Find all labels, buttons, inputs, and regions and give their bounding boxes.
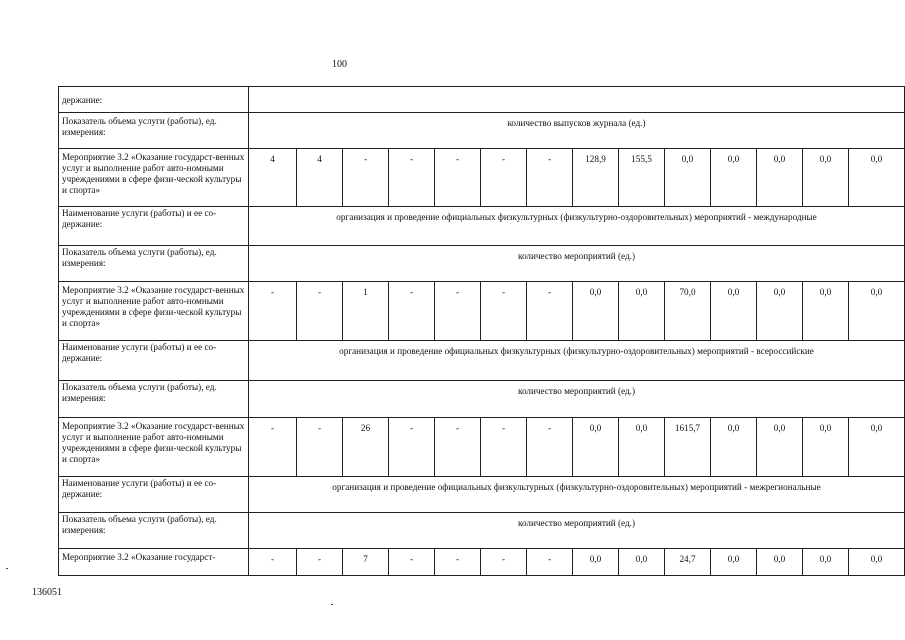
value-cell: - (527, 418, 573, 477)
value-cell: - (297, 418, 343, 477)
value-cell: 1 (343, 282, 389, 341)
value-cell: - (481, 549, 527, 576)
row-label: Мероприятие 3.2 «Оказание государст-венных услуг и выполнение работ авто-номными учреждениями в сфере физи-ческой культуры и спорта» (59, 149, 249, 207)
value-cell: 0,0 (757, 418, 803, 477)
row-label: Показатель объема услуги (работы), ед. измерения: (59, 113, 249, 149)
value-cell: - (297, 549, 343, 576)
row-description: количество мероприятий (ед.) (249, 246, 905, 282)
value-cell: 0,0 (711, 282, 757, 341)
value-cell: 0,0 (757, 282, 803, 341)
row-label: Мероприятие 3.2 «Оказание государст-венных услуг и выполнение работ авто-номными учреждениями в сфере физи-ческой культуры и спорта» (59, 282, 249, 341)
value-cell: 0,0 (711, 418, 757, 477)
row-label: Показатель объема услуги (работы), ед. измерения: (59, 246, 249, 282)
scan-speck (6, 568, 8, 569)
row-label: Мероприятие 3.2 «Оказание государст- (59, 549, 249, 576)
value-cell: - (527, 282, 573, 341)
value-cell: 24,7 (665, 549, 711, 576)
value-cell: - (435, 418, 481, 477)
value-cell: 1615,7 (665, 418, 711, 477)
row-description (249, 87, 905, 113)
value-cell: 26 (343, 418, 389, 477)
value-cell: 0,0 (619, 282, 665, 341)
value-cell: - (297, 282, 343, 341)
table-row-descriptor (59, 207, 905, 246)
row-label: держание: (59, 87, 249, 113)
value-cell: - (527, 149, 573, 207)
value-cell: 0,0 (803, 549, 849, 576)
table-row-descriptor (59, 87, 905, 113)
value-cell: 0,0 (711, 149, 757, 207)
scan-speck (331, 604, 333, 605)
row-description: количество мероприятий (ед.) (249, 513, 905, 549)
value-cell: 0,0 (619, 549, 665, 576)
document-code: 136051 (32, 587, 62, 598)
table-row-descriptor (59, 113, 905, 149)
value-cell: - (249, 282, 297, 341)
page-number: 100 (332, 59, 347, 70)
value-cell: 0,0 (711, 549, 757, 576)
table-row-descriptor (59, 341, 905, 381)
row-label: Наименование услуги (работы) и ее со-держание: (59, 341, 249, 381)
value-cell: - (249, 418, 297, 477)
value-cell: - (249, 549, 297, 576)
value-cell: 4 (249, 149, 297, 207)
budget-table (58, 86, 905, 576)
value-cell: 0,0 (849, 149, 905, 207)
table-row-measure (59, 549, 905, 576)
row-label: Показатель объема услуги (работы), ед. измерения: (59, 513, 249, 549)
table-row-descriptor (59, 513, 905, 549)
row-label: Показатель объема услуги (работы), ед. измерения: (59, 381, 249, 418)
table-row-measure (59, 282, 905, 341)
row-label: Наименование услуги (работы) и ее со-держание: (59, 477, 249, 513)
value-cell: - (481, 282, 527, 341)
value-cell: 0,0 (573, 549, 619, 576)
value-cell: 0,0 (757, 549, 803, 576)
value-cell: 128,9 (573, 149, 619, 207)
table-row-measure (59, 418, 905, 477)
value-cell: - (343, 149, 389, 207)
value-cell: 0,0 (849, 282, 905, 341)
value-cell: 0,0 (665, 149, 711, 207)
value-cell: - (527, 549, 573, 576)
table-row-measure (59, 149, 905, 207)
value-cell: 4 (297, 149, 343, 207)
value-cell: - (435, 282, 481, 341)
value-cell: - (481, 149, 527, 207)
value-cell: 155,5 (619, 149, 665, 207)
value-cell: 0,0 (849, 549, 905, 576)
value-cell: - (435, 549, 481, 576)
value-cell: 0,0 (573, 418, 619, 477)
value-cell: - (435, 149, 481, 207)
value-cell: 0,0 (573, 282, 619, 341)
value-cell: 0,0 (619, 418, 665, 477)
value-cell: 70,0 (665, 282, 711, 341)
value-cell: - (389, 282, 435, 341)
row-description: количество мероприятий (ед.) (249, 381, 905, 418)
table-row-descriptor (59, 477, 905, 513)
value-cell: 0,0 (849, 418, 905, 477)
value-cell: 0,0 (803, 418, 849, 477)
row-description: организация и проведение официальных физкультурных (физкультурно-оздоровительных) мероприятий - межрегиональные (249, 477, 905, 513)
row-label: Мероприятие 3.2 «Оказание государст-венных услуг и выполнение работ авто-номными учреждениями в сфере физи-ческой культуры и спорта» (59, 418, 249, 477)
table-row-descriptor (59, 381, 905, 418)
table-row-descriptor (59, 246, 905, 282)
value-cell: 0,0 (803, 149, 849, 207)
row-description: организация и проведение официальных физкультурных (физкультурно-оздоровительных) мероприятий - всероссийские (249, 341, 905, 381)
value-cell: - (481, 418, 527, 477)
value-cell: - (389, 549, 435, 576)
value-cell: 7 (343, 549, 389, 576)
row-label: Наименование услуги (работы) и ее со-держание: (59, 207, 249, 246)
value-cell: - (389, 418, 435, 477)
row-description: количество выпусков журнала (ед.) (249, 113, 905, 149)
value-cell: - (389, 149, 435, 207)
value-cell: 0,0 (803, 282, 849, 341)
row-description: организация и проведение официальных физкультурных (физкультурно-оздоровительных) мероприятий - международные (249, 207, 905, 246)
value-cell: 0,0 (757, 149, 803, 207)
